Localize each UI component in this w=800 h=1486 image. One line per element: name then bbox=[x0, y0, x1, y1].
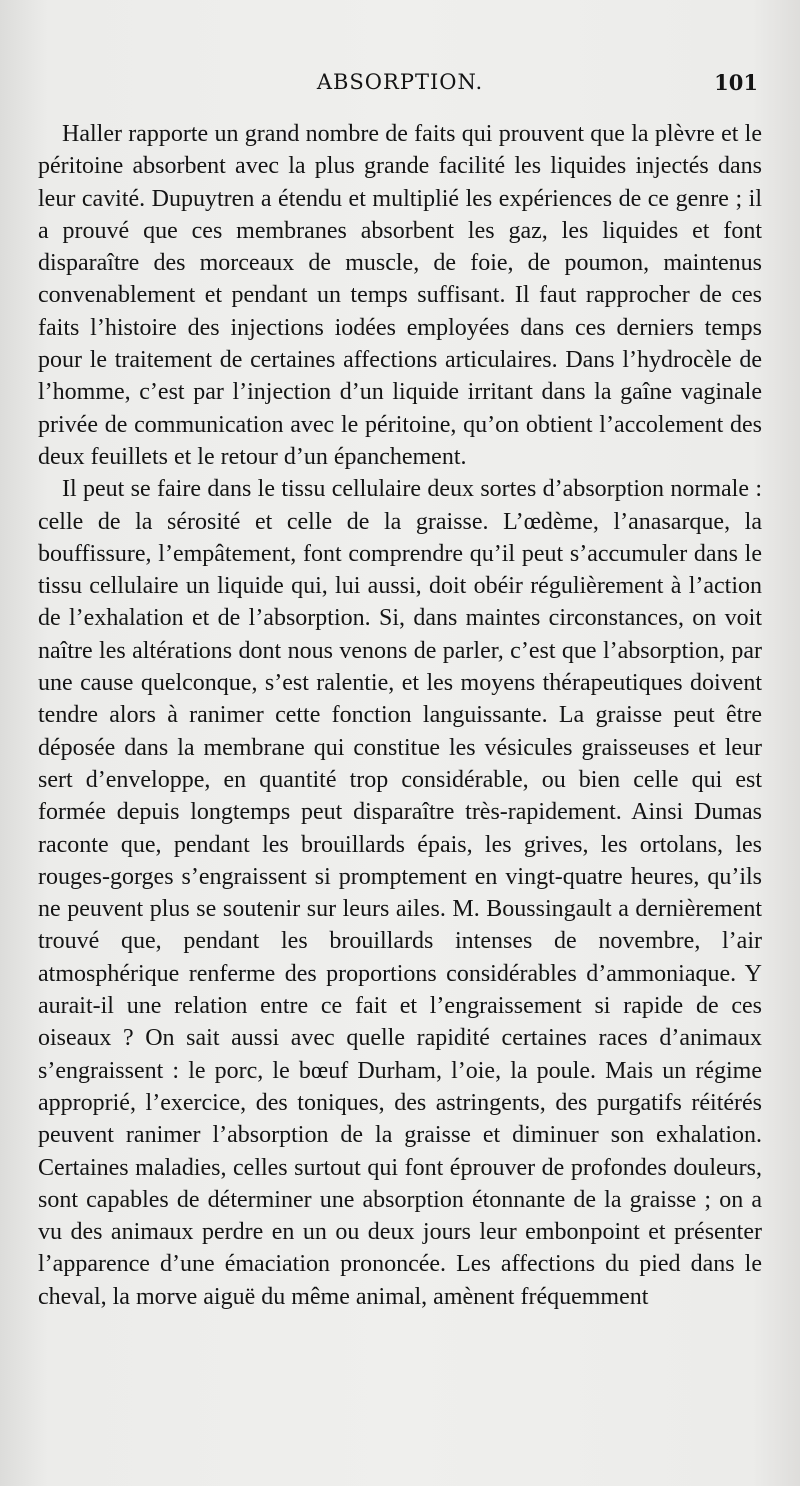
paragraph-2: Il peut se faire dans le tissu cellulaire deux sortes d’absorption normale : celle de la sérosité et celle de la graisse. L’œdème, l’anasarque, la bouffissure, l’empâtement, font comprendre qu’il peut s’accumuler dans le tissu cellulaire un liquide qui, lui aussi, doit obéir régulièrement à l’action de l’exhalation et de l’absorption. Si, dans maintes circonstances, on voit naître les altérations dont nous venons de parler, c’est que l’absorption, par une cause quelconque, s’est ralentie, et les moyens thérapeutiques doivent tendre alors à ranimer cette fonction languissante. La graisse peut être déposée dans la membrane qui constitue les vésicules graisseuses et leur sert d’enveloppe, en quantité trop considérable, ou bien celle qui est formée depuis longtemps peut disparaître très-rapidement. Ainsi Dumas raconte que, pendant les brouillards épais, les grives, les ortolans, les rouges-gorges s’engraissent si promptement en vingt-quatre heures, qu’ils ne peuvent plus se soutenir sur leurs ailes. M. Boussingault a dernièrement trouvé que, pendant les brouillards intenses de novembre, l’air atmosphérique renferme des proportions considérables d’ammoniaque. Y aurait-il une relation entre ce fait et l’engraissement si rapide de ces oiseaux ? On sait aussi avec quelle rapidité certaines races d’animaux s’engraissent : le porc, le bœuf Durham, l’oie, la poule. Mais un régime approprié, l’exercice, des toniques, des astringents, des purgatifs réitérés peuvent ranimer l’absorption de la graisse et diminuer son exhalation. Certaines maladies, celles surtout qui font éprouver de profondes douleurs, sont capables de déterminer une absorption étonnante de la graisse ; on a vu des animaux perdre en un ou deux jours leur embonpoint et présenter l’apparence d’une émaciation prononcée. Les affections du pied dans le cheval, la morve aiguë du même animal, amènent fréquemment bbox=[38, 476, 762, 1310]
paragraph-1: Haller rapporte un grand nombre de faits qui prouvent que la plèvre et le péritoine absorbent avec la plus grande facilité les liquides injectés dans leur cavité. Dupuytren a étendu et multiplié les expériences de ce genre ; il a prouvé que ces membranes absorbent les gaz, les liquides et font disparaître des morceaux de muscle, de foie, de poumon, maintenus convenablement et pendant un temps suffisant. Il faut rapprocher de ces faits l’histoire des injections iodées employées dans ces derniers temps pour le traitement de certaines affections articulaires. Dans l’hydrocèle de l’homme, c’est par l’injection d’un liquide irritant dans la gaîne vaginale privée de communication avec le péritoine, qu’on obtient l’accolement des deux feuillets et le retour d’un épanchement. bbox=[38, 121, 762, 470]
page-number: 101 bbox=[714, 70, 758, 95]
running-title: ABSORPTION. bbox=[316, 70, 484, 94]
running-head bbox=[38, 70, 762, 104]
body-text bbox=[38, 118, 762, 1313]
